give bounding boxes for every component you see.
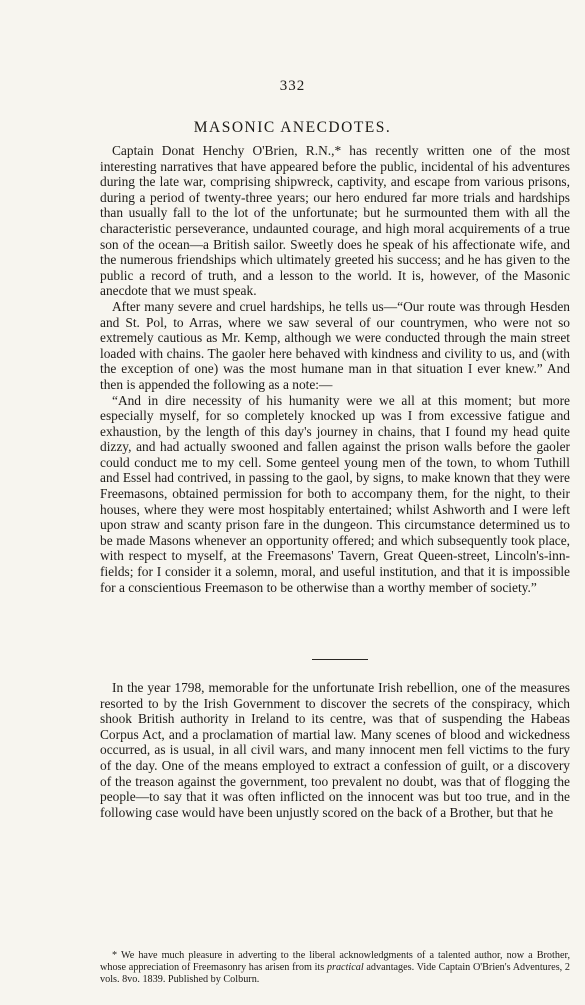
footnote-emphasis: practical	[326, 961, 364, 973]
paragraph: “And in dire necessity of his humanity were we all at this moment; but more especially myself, for so completely knocked up was I from excessive fatigue and exhaustion, by the length of this day's journey in chains, that I found my head quite dizzy, and had actually swooned and fallen against the prison walls before the gaoler could conduct me to my cell. Some genteel young men of the town, to whom Tuthill and Essel had contrived, in passing to the gaol, by signs, to make known that they were Freemasons, obtained permission for both to accompany them, for the night, to their houses, where they were most hospitably entertained; whilst Ashworth and I were left upon straw and scanty prison fare in the dungeon. This circumstance determined us to be made Masons whenever an opportunity offered; and which subsequently took place, with respect to myself, at the Freemasons' Tavern, Great Queen-street, Lincoln's-inn-fields; for I consider it a solemn, moral, and useful institution, and that it is impossible for a conscientious Freemason to be otherwise than a worthy member of society.”	[100, 392, 570, 595]
anecdote-obrien	[100, 143, 570, 595]
paragraph: After many severe and cruel hardships, he tells us—“Our route was through Hesden and St. Pol, to Arras, where we saw several of our countrymen, who were not so extremely cautious as Mr. Kemp, although we were conducted through the main street loaded with chains. The gaoler here behaved with kindness and civility to us, and (with the exception of one) was the most humane man in that situation I ever knew.” And then is appended the following as a note:—	[100, 298, 570, 392]
paragraph: In the year 1798, memorable for the unfortunate Irish rebellion, one of the measures resorted to by the Irish Government to discover the secrets of the conspiracy, which shook British authority in Ireland to its centre, was that of suspending the Habeas Corpus Act, and a proclamation of martial law. Many scenes of blood and wickedness occurred, as is usual, in all civil wars, and many innocent men fell victims to the fury of the day. One of the means employed to extract a confession of guilt, or a discovery of the treason against the government, too prevalent no doubt, was that of flogging the people—to say that it was often inflicted on the innocent was but too true, and in the following case would have been unjustly scored on the back of a Brother, but that he	[100, 680, 570, 820]
paragraph: Captain Donat Henchy O'Brien, R.N.,* has recently written one of the most interesting narratives that have appeared before the public, incidental of his adventures during the late war, comprising shipwreck, captivity, and escape from various prisons, during a period of twenty-three years; our hero endured far more trials and hardships than usually fall to the lot of the unfortunate; but he surmounted them with all the characteristic perseverance, undaunted courage, and high moral acquirements of a true son of the ocean—a British sailor. Sweetly does he speak of his affectionate wife, and the numerous friendships which ultimately greeted his success; and he has given to the public a record of truth, and a lesson to the world. It is, however, of the Masonic anecdote that we must speak.	[100, 143, 570, 299]
footnote	[100, 950, 570, 985]
page-number: 332	[279, 78, 306, 94]
section-divider	[312, 659, 368, 660]
footnote-text: * We have much pleasure in adverting to the liberal acknowledgments of a talented author, now a Brother, whose appreciation of Freemasonry has arisen from its	[100, 950, 570, 973]
page-title: MASONIC ANECDOTES.	[193, 119, 392, 136]
footnote-text: advantages. Vide Captain O'Brien's Adventures, 2 vols. 8vo. 1839. Published by Colburn.	[100, 961, 570, 985]
anecdote-1798	[100, 680, 570, 820]
